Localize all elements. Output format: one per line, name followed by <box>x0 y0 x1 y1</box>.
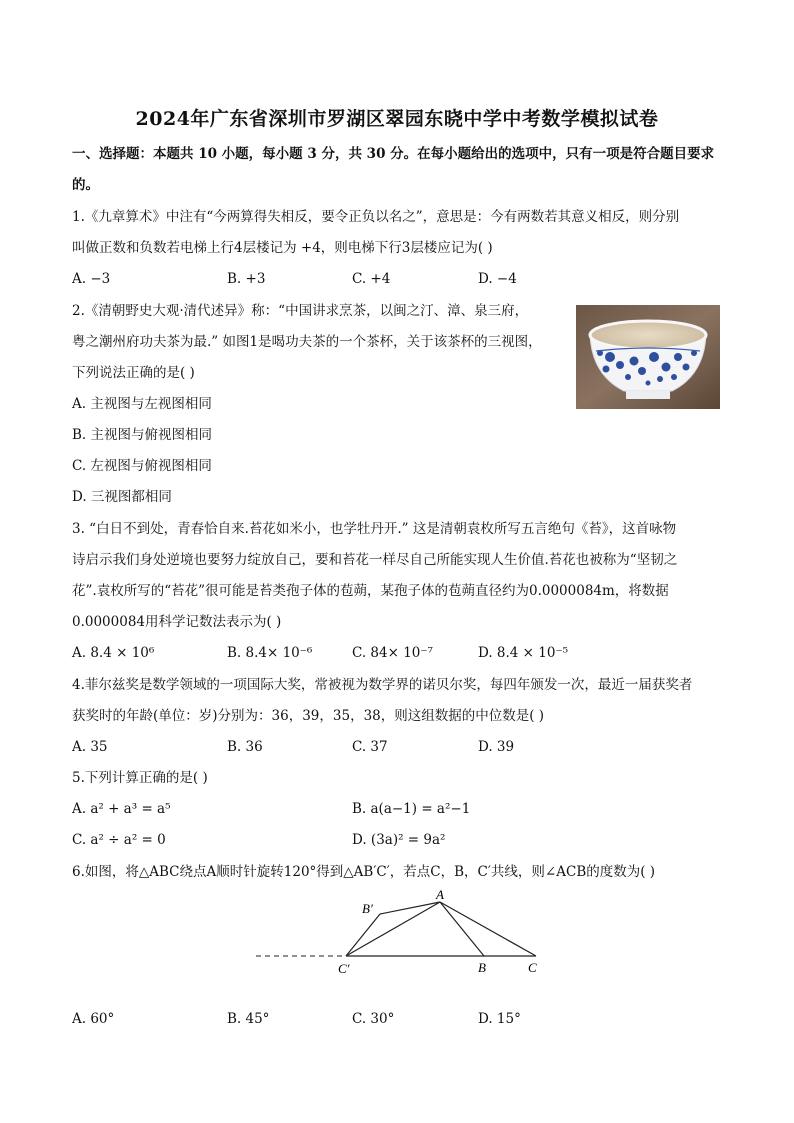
q6-option-d: D. 15° <box>478 1011 521 1027</box>
label-b-prime: B′ <box>362 901 373 916</box>
q3-option-c: C. 84× 10⁻⁷ <box>352 645 433 661</box>
q5-line1: 5.下列计算正确的是( ) <box>72 770 208 786</box>
teacup-icon <box>576 305 720 409</box>
q6-line1: 6.如图，将△ABC绕点A顺时针旋转120°得到△AB′C′，若点C，B，C′共线，则∠ACB的度数为( ) <box>72 864 656 880</box>
q5-option-b: B. a(a−1) = a²−1 <box>352 801 471 817</box>
q3-line4: 0.0000084用科学记数法表示为( ) <box>72 614 282 630</box>
q1-line1: 1.《九章算术》中注有“今两算得失相反，要令正负以名之”，意思是：今有两数若其意义相反，则分别 <box>72 209 680 225</box>
label-c: C <box>528 960 537 975</box>
q4-option-d: D. 39 <box>478 739 515 755</box>
segment-c-prime-b-prime <box>346 914 380 956</box>
q1-option-d: D. −4 <box>478 271 517 287</box>
label-a: A <box>436 888 444 902</box>
q2-line3: 下列说法正确的是( ) <box>72 365 195 381</box>
q1-option-a: A. −3 <box>72 271 111 287</box>
q3-option-d: D. 8.4 × 10⁻⁵ <box>478 645 569 661</box>
q2-option-b: B. 主视图与俯视图相同 <box>72 427 213 443</box>
q3-line1: 3. “白日不到处，青春恰自来.苔花如米小，也学牡丹开.” 这是清朝袁枚所写五言绝句《苔》，这首咏物 <box>72 521 677 537</box>
q4-line2: 获奖时的年龄(单位：岁)分别为：36，39，35，38，则这组数据的中位数是( ) <box>72 708 545 724</box>
q6-option-c: C. 30° <box>352 1011 395 1027</box>
segment-a-c <box>440 902 536 956</box>
q3-line3: 花”.袁枚所写的“苔花”很可能是苔类孢子体的苞蒴，某孢子体的苞蒴直径约为0.0000084m，将数据 <box>72 583 669 599</box>
q4-option-c: C. 37 <box>352 739 388 755</box>
q4-option-b: B. 36 <box>227 739 263 755</box>
q2-line2: 粤之潮州府功夫茶为最.” 如图1是喝功夫茶的一个茶杯，关于该茶杯的三视图， <box>72 334 542 350</box>
q3-option-a: A. 8.4 × 10⁶ <box>72 645 155 661</box>
exam-title: 2024年广东省深圳市罗湖区翠园东晓中学中考数学模拟试卷 <box>135 108 659 130</box>
q3-line2: 诗启示我们身处逆境也要努力绽放自己，要和苔花一样尽自己所能实现人生价值.苔花也被称为“坚韧之 <box>72 552 678 568</box>
q1-option-b: B. +3 <box>227 271 266 287</box>
q6-option-b: B. 45° <box>227 1011 270 1027</box>
label-c-prime: C′ <box>338 961 350 976</box>
q5-option-a: A. a² + a³ = a⁵ <box>72 801 171 817</box>
label-b: B <box>478 960 486 975</box>
q2-line1: 2.《清朝野史大观·清代述异》称：“中国讲求烹茶，以闽之汀、漳、泉三府， <box>72 303 529 319</box>
q2-option-d: D. 三视图都相同 <box>72 489 172 505</box>
q5-option-d: D. (3a)² = 9a² <box>352 832 446 848</box>
q5-option-c: C. a² ÷ a² = 0 <box>72 832 166 848</box>
segment-a-b <box>440 902 484 956</box>
section1-line1: 一、选择题：本题共 10 小题，每小题 3 分，共 30 分。在每小题给出的选项中，只有一项是符合题目要求 <box>72 146 715 162</box>
q4-option-a: A. 35 <box>72 739 108 755</box>
q4-line1: 4.菲尔兹奖是数学领域的一项国际大奖，常被视为数学界的诺贝尔奖，每四年颁发一次，最近一届获奖者 <box>72 677 693 693</box>
q2-option-a: A. 主视图与左视图相同 <box>72 396 212 412</box>
q3-option-b: B. 8.4× 10⁻⁶ <box>227 645 313 661</box>
rotation-figure <box>250 888 550 980</box>
section1-line2: 的。 <box>72 177 99 193</box>
q1-option-c: C. +4 <box>352 271 391 287</box>
q2-option-c: C. 左视图与俯视图相同 <box>72 458 212 474</box>
q6-option-a: A. 60° <box>72 1011 115 1027</box>
q1-line2: 叫做正数和负数若电梯上行4层楼记为 +4，则电梯下行3层楼应记为( ) <box>72 240 493 256</box>
segment-a-c-prime <box>346 902 440 956</box>
segment-b-prime-a <box>380 902 440 914</box>
